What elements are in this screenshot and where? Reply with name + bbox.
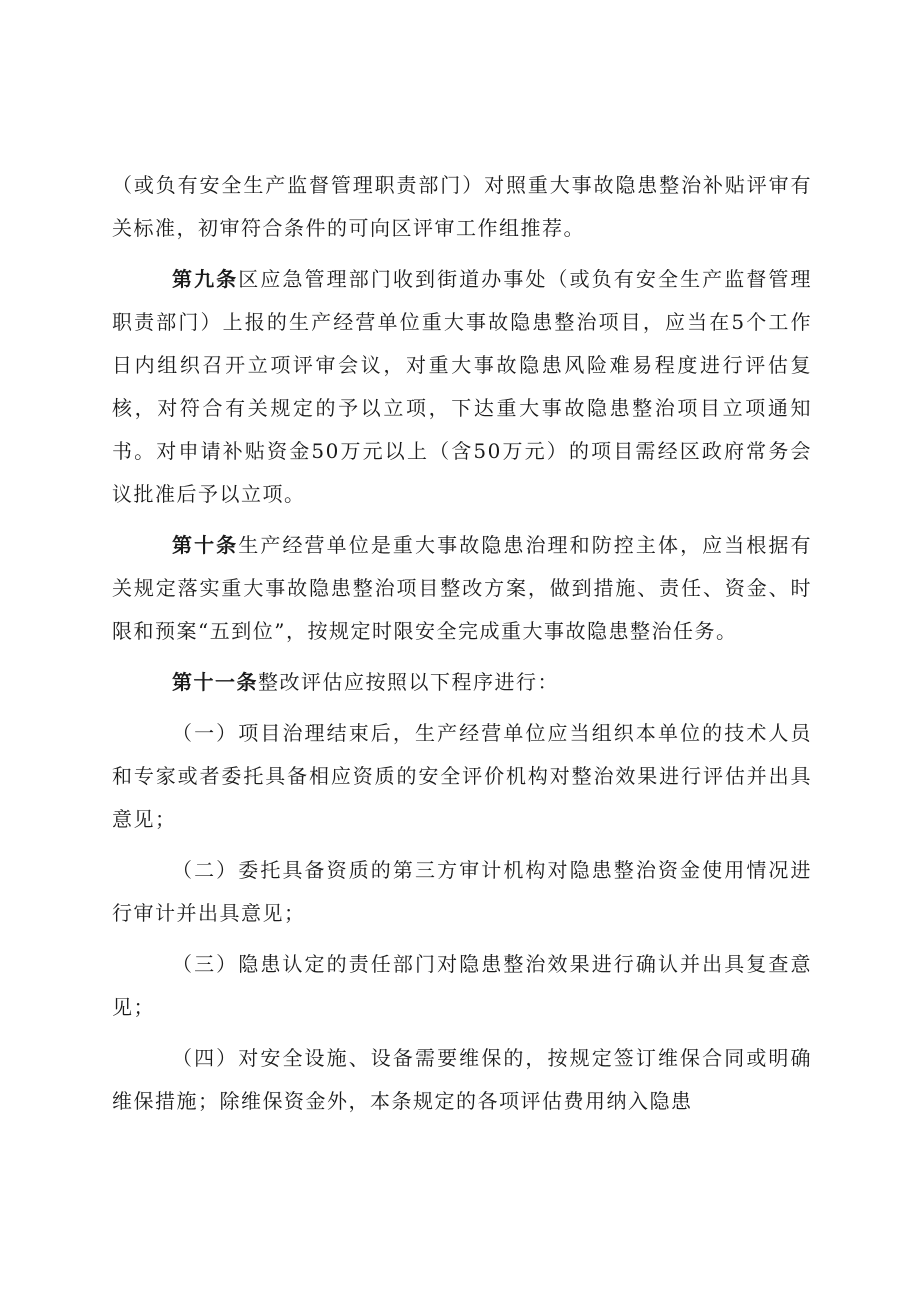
paragraph-text: 区应急管理部门收到街道办事处（或负有安全生产监督管理职责部门）上报的生产经营单位重大事故隐患整治项目，应当在5个工作日内组织召开立项评审会议，对重大事故隐患风险难易程度进行评估复核，对符合有关规定的予以立项，下达重大事故隐患整治项目立项通知书。对申请补贴资金50万元以上（含50万元）的项目需经区政府常务会议批准后予以立项。	[112, 267, 813, 506]
paragraph-text: 生产经营单位是重大事故隐患治理和防控主体，应当根据有关规定落实重大事故隐患整治项目整改方案，做到措施、责任、资金、时限和预案“五到位”，按规定时限安全完成重大事故隐患整治任务。	[112, 533, 813, 643]
paragraph-text: （一）项目治理结束后，生产经营单位应当组织本单位的技术人员和专家或者委托具备相应资质的安全评价机构对整治效果进行评估并出具意见；	[112, 721, 812, 831]
article-heading: 第九条	[172, 267, 239, 291]
paragraph-text: （四）对安全设施、设备需要维保的，按规定签订维保合同或明确维保措施；除维保资金外，本条规定的各项评估费用纳入隐患	[112, 1046, 812, 1113]
document-body	[112, 164, 812, 1123]
list-item-1	[112, 712, 812, 841]
paragraph-text: 整改评估应按照以下程序进行：	[258, 670, 559, 694]
list-item-3	[112, 943, 812, 1029]
paragraph-text: （或负有安全生产监督管理职责部门）对照重大事故隐患整治补贴评审有关标准，初审符合条件的可向区评审工作组推荐。	[112, 173, 812, 240]
list-item-4	[112, 1037, 812, 1123]
paragraph-text: （二）委托具备资质的第三方审计机构对隐患整治资金使用情况进行审计并出具意见；	[112, 858, 812, 925]
article-11-paragraph	[112, 661, 812, 704]
paragraph-text: （三）隐患认定的责任部门对隐患整治效果进行确认并出具复查意见；	[112, 952, 812, 1019]
article-heading: 第十条	[172, 533, 239, 557]
list-item-2	[112, 849, 812, 935]
article-10-paragraph	[112, 524, 812, 653]
article-heading: 第十一条	[172, 670, 258, 694]
paragraph-continuation	[112, 164, 812, 250]
article-9-paragraph	[112, 258, 812, 516]
